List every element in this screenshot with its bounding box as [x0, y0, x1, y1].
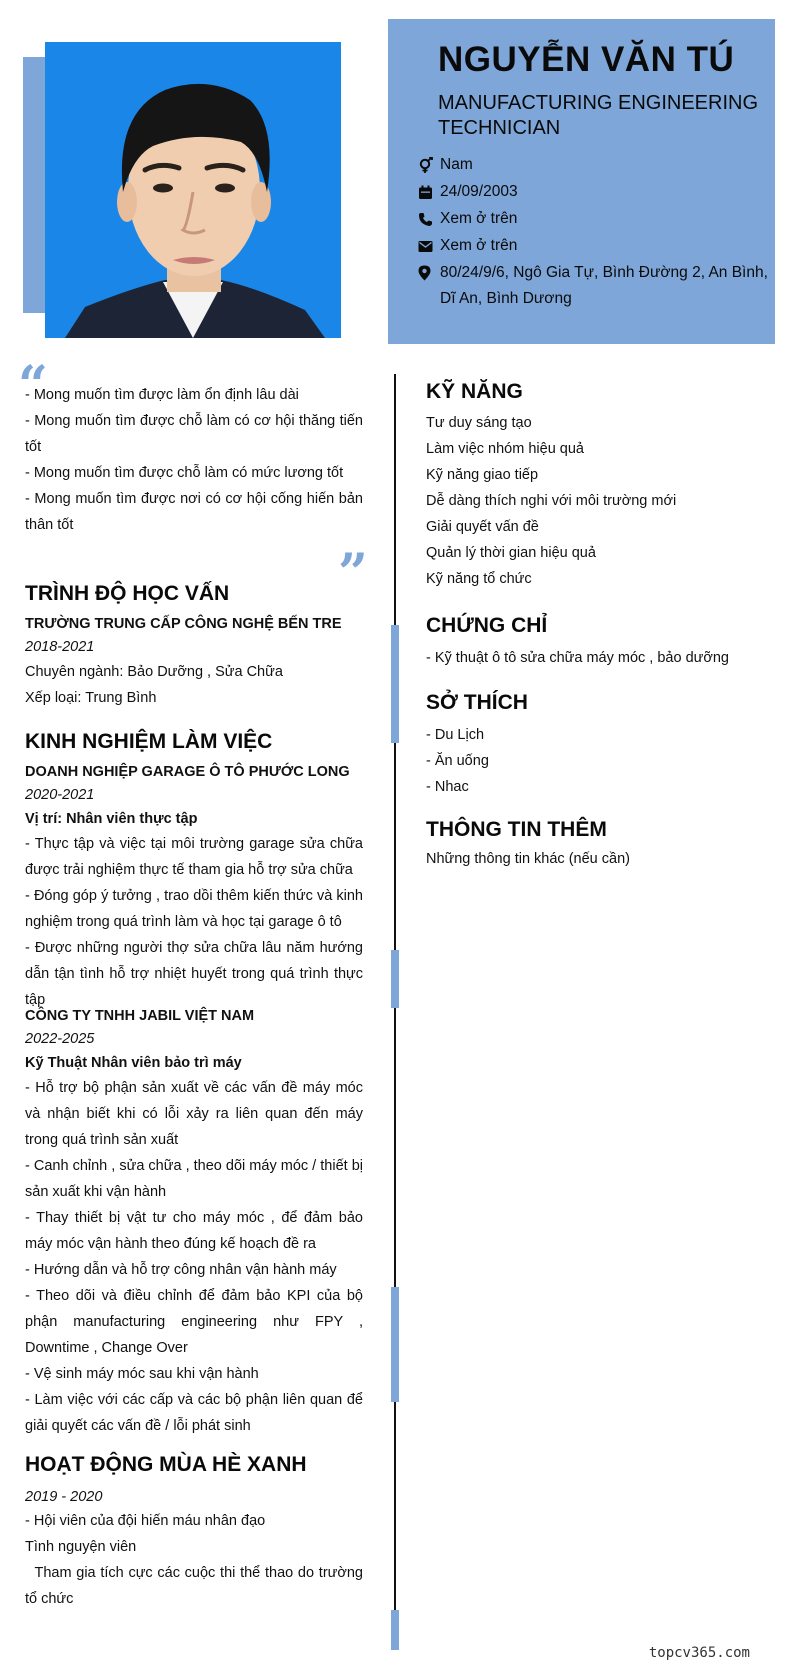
- job-line: - Theo dõi và điều chỉnh để đảm bảo KPI của bộ phận manufacturing engineering như FPY , Downtime , Change Over: [25, 1288, 363, 1356]
- objective-line: - Mong muốn tìm được chỗ làm có cơ hội thăng tiến tốt: [25, 413, 363, 455]
- education-title: TRÌNH ĐỘ HỌC VẤN: [25, 582, 230, 605]
- activities-description: [25, 1508, 368, 1612]
- education-school: TRƯỜNG TRUNG CẤP CÔNG NGHỆ BẾN TRE: [25, 616, 342, 632]
- job-role: Vị trí: Nhân viên thực tập: [25, 811, 198, 827]
- gender-icon: [418, 152, 440, 178]
- activities-period: 2019 - 2020: [25, 1489, 103, 1505]
- info-gender: [418, 152, 770, 178]
- hobbies-title: SỞ THÍCH: [426, 691, 528, 714]
- skill-item: Kỹ năng giao tiếp: [426, 467, 539, 483]
- open-quote-icon: “: [18, 355, 48, 416]
- info-birthday: [418, 179, 770, 205]
- hobby-item: - Ăn uống: [426, 753, 489, 769]
- experience-title: KINH NGHIỆM LÀM VIỆC: [25, 730, 273, 753]
- candidate-name: NGUYỄN VĂN TÚ: [438, 40, 735, 79]
- skill-item: Quản lý thời gian hiệu quả: [426, 545, 596, 561]
- hobby-item: - Nhac: [426, 779, 469, 795]
- activity-line: Tình nguyện viên: [25, 1539, 137, 1555]
- footer-watermark: topcv365.com: [648, 1645, 750, 1661]
- skill-item: Tư duy sáng tạo: [426, 415, 532, 431]
- more-info-title: THÔNG TIN THÊM: [426, 818, 607, 841]
- certificates-title: CHỨNG CHỈ: [426, 614, 548, 637]
- skills-list: [426, 410, 766, 592]
- job-description: [25, 831, 363, 1013]
- phone-icon: [418, 206, 440, 232]
- info-phone: [418, 206, 770, 232]
- activities-title: HOẠT ĐỘNG MÙA HÈ XANH: [25, 1453, 307, 1476]
- email-text: Xem ở trên: [440, 237, 518, 254]
- divider-accent: [391, 625, 399, 743]
- skill-item: Làm việc nhóm hiệu quả: [426, 441, 584, 457]
- location-icon: [418, 260, 440, 286]
- skills-title: KỸ NĂNG: [426, 380, 523, 403]
- hobby-item: - Du Lịch: [426, 727, 485, 743]
- calendar-icon: [418, 179, 440, 205]
- job-line: - Hỗ trợ bộ phận sản xuất về các vấn đề máy móc và nhận biết khi có lỗi xảy ra liên quan đến máy trong quá trình sản xuất: [25, 1080, 363, 1148]
- divider-accent: [391, 1610, 399, 1650]
- objective-line: - Mong muốn tìm được làm ổn định lâu dài: [25, 387, 299, 403]
- objective-line: - Mong muốn tìm được nơi có cơ hội cống hiến bản thân tốt: [25, 491, 363, 533]
- job-line: - Thay thiết bị vật tư cho máy móc , để đảm bảo máy móc vận hành theo đúng kế hoạch đề ra: [25, 1210, 363, 1252]
- activity-line: - Hội viên của đội hiến máu nhân đạo: [25, 1513, 266, 1529]
- activity-line: Tham gia tích cực các cuộc thi thể thao do trường tổ chức: [25, 1565, 368, 1607]
- career-objective: [25, 382, 363, 538]
- close-quote-icon: ”: [338, 543, 368, 604]
- gender-text: Nam: [440, 156, 473, 173]
- job-period: 2022-2025: [25, 1031, 95, 1047]
- job-role: Kỹ Thuật Nhân viên bảo trì máy: [25, 1055, 242, 1071]
- education-period: 2018-2021: [25, 639, 95, 655]
- job-line: - Được những người thợ sửa chữa lâu năm hướng dẫn tận tình hỗ trợ nhiệt huyết trong quá trình thực tập: [25, 940, 363, 1008]
- address-text: 80/24/9/6, Ngô Gia Tự, Bình Đường 2, An Bình, Dĩ An, Bình Dương: [440, 264, 768, 307]
- objective-line: - Mong muốn tìm được chỗ làm có mức lương tốt: [25, 465, 344, 481]
- hobbies-list: [426, 722, 766, 800]
- job-company: CÔNG TY TNHH JABIL VIỆT NAM: [25, 1008, 255, 1024]
- certificates-list: [426, 645, 766, 671]
- skill-item: Dễ dàng thích nghi với môi trường mới: [426, 493, 677, 509]
- divider-accent: [391, 1287, 399, 1402]
- job-line: - Thực tập và việc tại môi trường garage sửa chữa được trải nghiệm thực tế tham gia hỗ trợ sửa chữa: [25, 836, 363, 878]
- job-line: - Làm việc với các cấp và các bộ phận liên quan để giải quyết các vấn đề / lỗi phát sinh: [25, 1392, 363, 1434]
- skill-item: Kỹ năng tổ chức: [426, 571, 532, 587]
- job-company: DOANH NGHIỆP GARAGE Ô TÔ PHƯỚC LONG: [25, 764, 350, 780]
- job-line: - Hướng dẫn và hỗ trợ công nhân vận hành máy: [25, 1262, 337, 1278]
- job-line: - Đóng góp ý tưởng , trao dồi thêm kiến thức và kinh nghiệm trong quá trình làm và học tại garage ô tô: [25, 888, 363, 930]
- divider-accent: [391, 950, 399, 1008]
- info-address: [418, 260, 770, 312]
- job-line: - Canh chỉnh , sửa chữa , theo dõi máy móc / thiết bị sản xuất khi vận hành: [25, 1158, 363, 1200]
- profile-photo: [45, 42, 341, 338]
- job-description: [25, 1075, 363, 1439]
- birthday-text: 24/09/2003: [440, 183, 518, 200]
- more-info-text: Những thông tin khác (nếu cần): [426, 851, 630, 867]
- skill-item: Giải quyết vấn đề: [426, 519, 539, 535]
- phone-text: Xem ở trên: [440, 210, 518, 227]
- job-period: 2020-2021: [25, 787, 95, 803]
- column-divider: [394, 374, 396, 1646]
- portrait-illustration: [45, 42, 341, 338]
- certificate-item: - Kỹ thuật ô tô sửa chữa máy móc , bảo dưỡng: [426, 650, 729, 666]
- info-email: [418, 233, 770, 259]
- email-icon: [418, 233, 440, 259]
- education-grade: Xếp loại: Trung Bình: [25, 690, 157, 706]
- job-title: MANUFACTURING ENGINEERING TECHNICIAN: [438, 92, 759, 139]
- job-line: - Vệ sinh máy móc sau khi vận hành: [25, 1366, 259, 1382]
- education-major: Chuyên ngành: Bảo Dưỡng , Sửa Chữa: [25, 664, 283, 680]
